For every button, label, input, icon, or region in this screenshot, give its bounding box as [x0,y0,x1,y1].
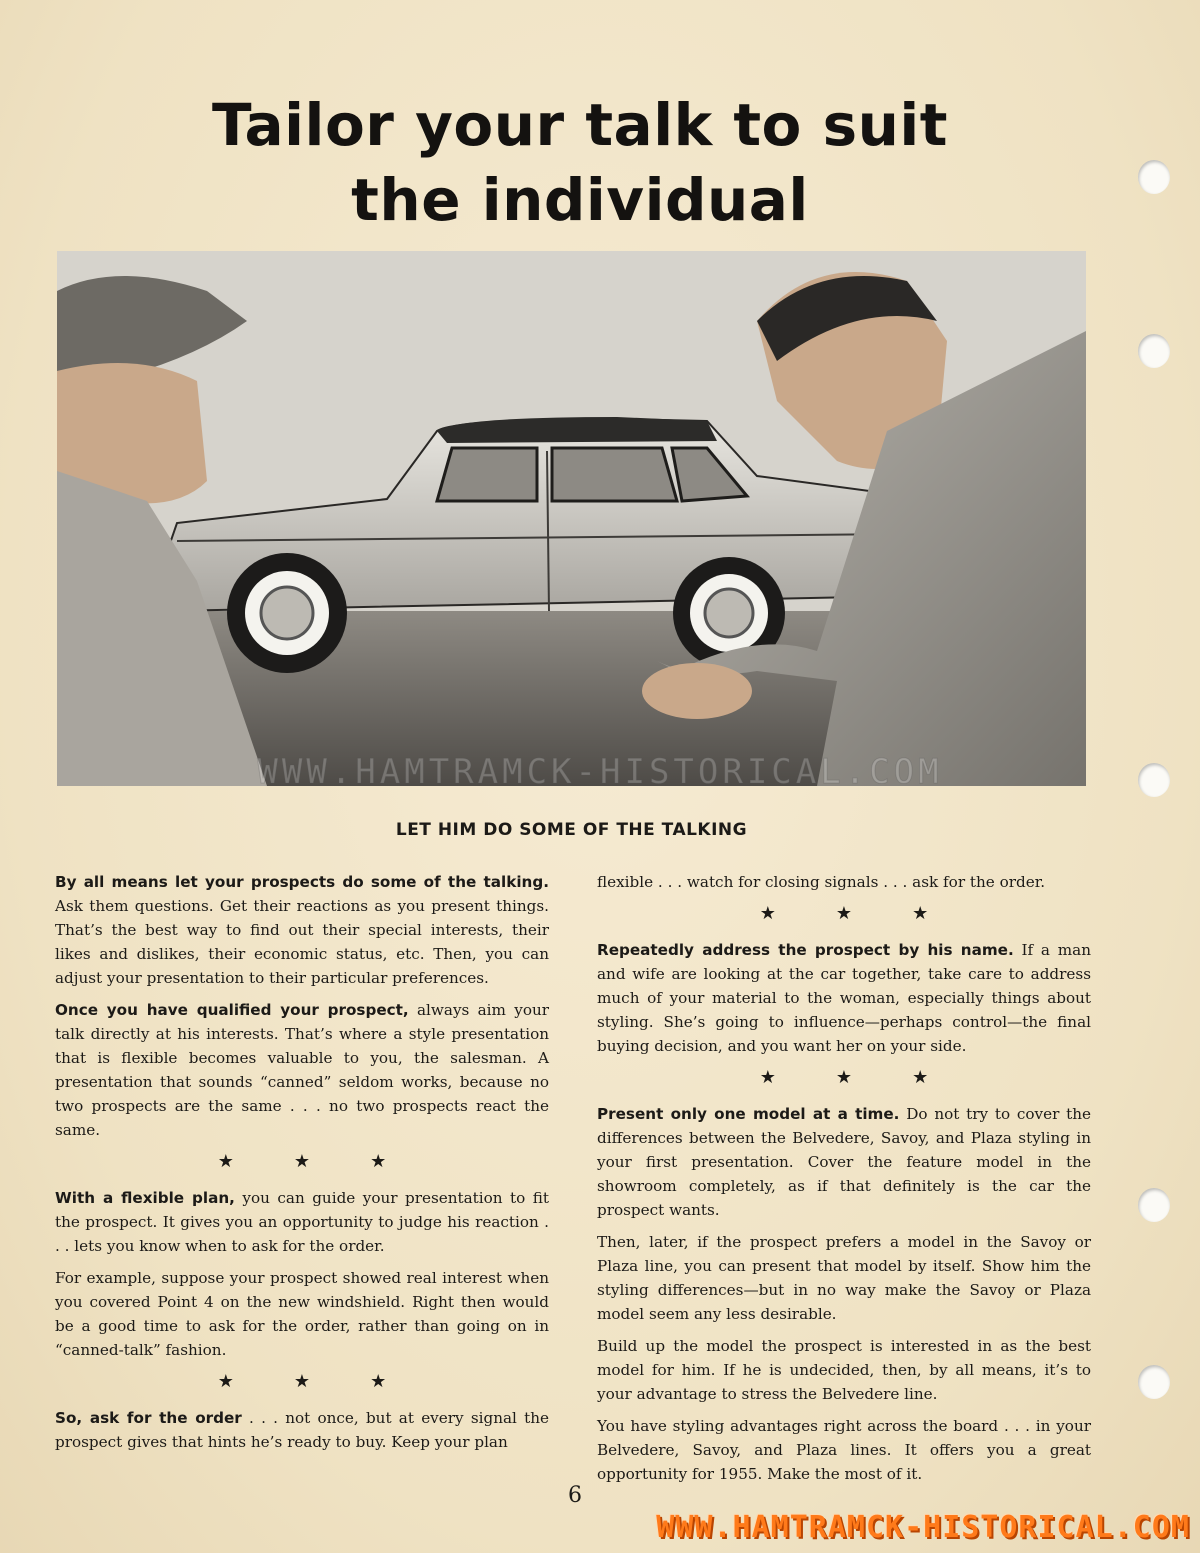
star-icon: ★ [759,903,776,924]
left-text-column [55,870,549,1462]
title-line-1: Tailor your talk to suit [211,91,949,159]
paragraph-text: You have styling advantages right across the board . . . in your Belvedere, Savoy, and Plaza lines. It offers you a great opportunity for 1955. Make the most of it. [597,1417,1091,1483]
star-icon: ★ [293,1151,311,1172]
paragraph-text: Build up the model the prospect is interested in as the best model for him. If he is undecided, then, by all means, it’s to your advantage to stress the Belvedere line. [597,1337,1091,1403]
star-icon: ★ [759,1067,776,1088]
paragraph-text: Then, later, if the prospect prefers a model in the Savoy or Plaza line, you can present that model by itself. Show him the styling differences—but in no way make the Savoy or Plaza model seem any less desirable. [597,1233,1091,1323]
paragraph-text: you can guide your presentation to fit the prospect. It gives you an opportunity to judge his reaction . . . lets you know when to ask for the order. [55,1189,549,1255]
star-icon: ★ [217,1371,234,1392]
paragraph [55,1186,549,1258]
star-icon: ★ [835,903,853,924]
binder-hole-5 [1138,1365,1170,1399]
binder-hole-3 [1138,763,1170,797]
star-icon: ★ [217,1151,234,1172]
star-icon: ★ [835,1067,853,1088]
page-title [150,88,1010,238]
photo-caption: LET HIM DO SOME OF THE TALKING [395,820,748,840]
paragraph-lead: So, ask for the order [55,1409,242,1427]
star-divider [597,902,1091,926]
paragraph [597,1414,1091,1486]
paragraph-text: always aim your talk directly at his interests. That’s where a style presentation that is flexible becomes valuable to you, the salesman. A presentation that sounds “canned” seldom works, because no two prospects are the same . . . no two prospects react the same. [55,1001,550,1139]
binder-hole-2 [1138,334,1170,368]
star-icon: ★ [912,903,929,924]
paragraph [55,1266,549,1362]
paragraph [597,1334,1091,1406]
paragraph-lead: With a flexible plan, [55,1189,235,1207]
photo-watermark: WWW.HAMTRAMCK-HISTORICAL.COM [257,752,943,792]
paragraph-lead: Once you have qualified your prospect, [55,1001,409,1019]
paragraph [597,938,1091,1058]
photo-illustration [57,251,1086,786]
paragraph [597,1102,1091,1222]
binder-hole-1 [1138,160,1170,194]
paragraph [55,1406,549,1454]
star-divider [55,1370,549,1394]
salesman-and-customer-with-sedan-photo [57,251,1086,786]
paragraph [597,870,1091,894]
paragraph [55,998,549,1142]
page-number: 6 [568,1483,582,1508]
paragraph-text: For example, suppose your prospect showed real interest when you covered Point 4 on the new windshield. Right then would be a good time to ask for the order, rather than going on in “canned-talk” fashion. [55,1269,549,1359]
paragraph-text: flexible . . . watch for closing signals . . . ask for the order. [597,873,1046,891]
paragraph-text: Ask them questions. Get their reactions as you present things. That’s the best way to find out their special interests, their likes and dislikes, their economic status, etc. Then, you can adjust your presentation to their particular preferences. [55,897,549,987]
star-icon: ★ [370,1151,387,1172]
paragraph-text: Do not try to cover the differences between the Belvedere, Savoy, and Plaza styling in your first presentation. Cover the feature model in the showroom completely, as if that definitely is the car the prospect wants. [597,1105,1092,1219]
binder-hole-4 [1138,1188,1170,1222]
star-icon: ★ [912,1067,929,1088]
right-text-column [597,870,1091,1494]
star-divider [597,1066,1091,1090]
paragraph-text: If a man and wife are looking at the car together, take care to address much of your material to the woman, especially things about styling. She’s going to influence—perhaps control—the final buying decision, and you want her on your side. [597,941,1091,1055]
paragraph-text: . . . not once, but at every signal the prospect gives that hints he’s ready to buy. Keep your plan [55,1409,549,1451]
title-line-2: the individual [351,166,809,234]
site-watermark-logo: WWW.HAMTRAMCK-HISTORICAL.COM [656,1510,1190,1545]
star-divider [55,1150,549,1174]
paragraph-lead: By all means let your prospects do some of the talking. [55,873,549,891]
paragraph [55,870,549,990]
paragraph-lead: Present only one model at a time. [597,1105,900,1123]
paragraph-lead: Repeatedly address the prospect by his name. [597,941,1014,959]
star-icon: ★ [293,1371,311,1392]
paragraph [597,1230,1091,1326]
star-icon: ★ [370,1371,387,1392]
